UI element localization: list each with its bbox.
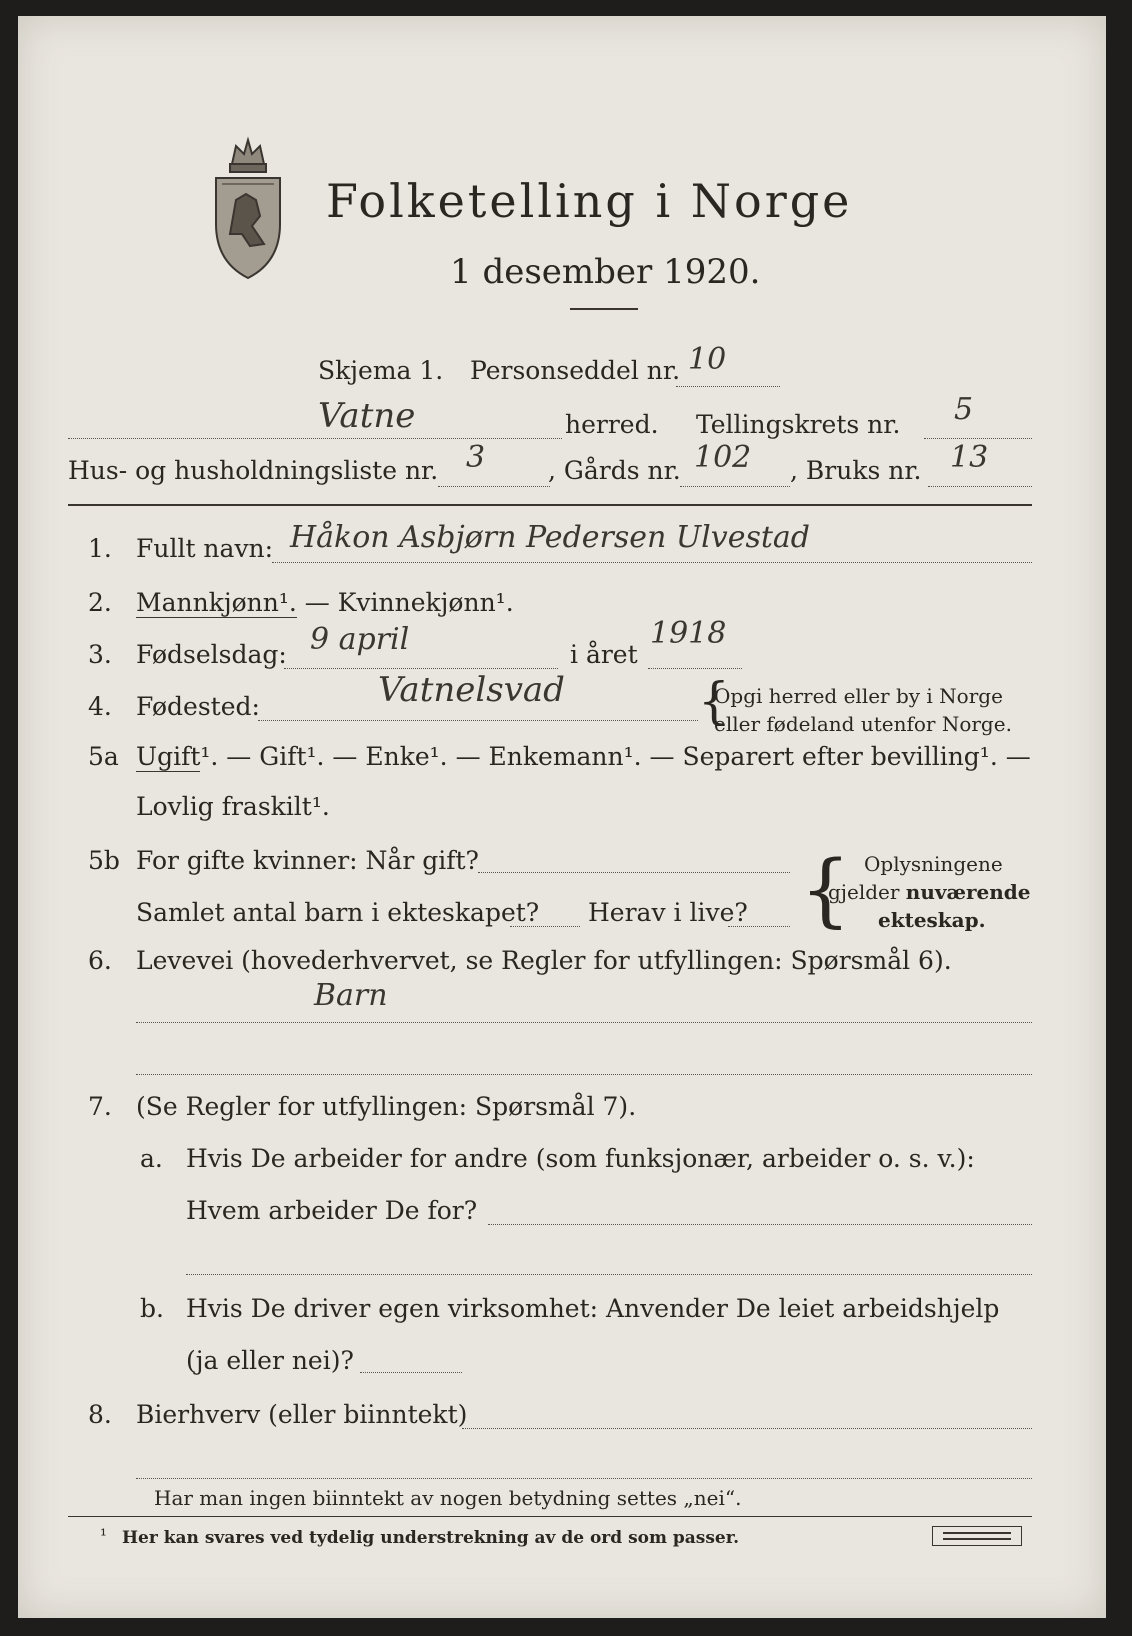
gards-label: , Gårds nr. [548, 456, 681, 485]
census-form-page [18, 16, 1106, 1618]
gards-line [680, 486, 790, 487]
q7a-extra-line[interactable] [186, 1274, 1032, 1275]
children-total-line[interactable] [510, 926, 580, 927]
q8-note: Har man ingen biinntekt av nogen betydning settes „nei“. [154, 1486, 742, 1510]
hired-help-line[interactable] [360, 1372, 462, 1373]
skjema-label: Skjema 1. [318, 356, 444, 385]
q3-year-line [648, 668, 742, 669]
option-ugift[interactable]: Ugift [136, 742, 201, 771]
q6-line1 [136, 1022, 1032, 1023]
herred-line [68, 438, 562, 439]
q3-year-label: i året [570, 640, 638, 669]
q1-number: 1. [88, 534, 112, 563]
herred-label: herred. [565, 410, 659, 439]
q5b-children-label: Samlet antal barn i ekteskapet? [136, 898, 540, 927]
option-mannkjonn[interactable]: Mannkjønn¹. [136, 588, 297, 617]
q5a-options [136, 742, 1031, 771]
q8-line2[interactable] [136, 1478, 1032, 1479]
bruks-line [928, 486, 1032, 487]
q2-options [136, 588, 514, 617]
married-date-line[interactable] [478, 872, 790, 873]
q7-label: (Se Regler for utfyllingen: Spørsmål 7). [136, 1092, 637, 1121]
employer-line[interactable] [488, 1224, 1032, 1225]
q5b-note-line1: Oplysningene [864, 852, 1003, 876]
q7b-label: Hvis De driver egen virksomhet: Anvender De leiet arbeidshjelp [186, 1294, 1000, 1323]
coat-of-arms-icon [206, 124, 290, 280]
q5b-note-line3: ekteskap. [878, 908, 986, 932]
q5b-note-line2-a: gjelder [828, 880, 906, 904]
herred-value[interactable]: Vatne [318, 396, 416, 436]
q8-label: Bierhverv (eller biinntekt) [136, 1400, 468, 1429]
husliste-value[interactable]: 3 [466, 440, 486, 475]
q7b-sub-label: (ja eller nei)? [186, 1346, 354, 1375]
q3-number: 3. [88, 640, 112, 669]
q2-number: 2. [88, 588, 112, 617]
q8-number: 8. [88, 1400, 112, 1429]
q4-note-line2: eller fødeland utenfor Norge. [714, 712, 1012, 736]
personseddel-value[interactable]: 10 [688, 342, 727, 377]
q7b-number: b. [140, 1294, 164, 1323]
husliste-line [438, 486, 550, 487]
birthplace-value[interactable]: Vatnelsvad [378, 670, 565, 710]
q1-line [272, 562, 1032, 563]
q5b-note-line2-b: nuværende [905, 880, 1031, 904]
q7a-sub-label: Hvem arbeider De for? [186, 1196, 478, 1225]
q7-number: 7. [88, 1092, 112, 1121]
q6-line2 [136, 1074, 1032, 1075]
q7a-label: Hvis De arbeider for andre (som funksjonær, arbeider o. s. v.): [186, 1144, 975, 1173]
husliste-label: Hus- og husholdningsliste nr. [68, 456, 439, 485]
footnote-divider [68, 1516, 1032, 1517]
q2-separator: — [296, 588, 338, 617]
q3-line [284, 668, 558, 669]
q4-line [258, 720, 698, 721]
q4-brace: { [698, 672, 730, 730]
bruks-value[interactable]: 13 [950, 440, 989, 475]
q5b-label: For gifte kvinner: Når gift? [136, 846, 479, 875]
q3-label: Fødselsdag: [136, 640, 287, 669]
personseddel-line [676, 386, 780, 387]
q5b-brace: { [800, 843, 851, 936]
gards-value[interactable]: 102 [694, 440, 752, 475]
q4-label: Fødested: [136, 692, 260, 721]
q5a-number: 5a [88, 742, 119, 771]
personseddel-label: Personseddel nr. [470, 356, 681, 385]
q5b-number: 5b [88, 846, 120, 875]
birth-year-value[interactable]: 1918 [650, 616, 727, 651]
tellingskrets-value[interactable]: 5 [954, 392, 974, 427]
children-alive-line[interactable] [728, 926, 790, 927]
full-name-value[interactable]: Håkon Asbjørn Pedersen Ulvestad [290, 520, 810, 555]
q4-number: 4. [88, 692, 112, 721]
q5b-alive-label: Herav i live? [588, 898, 748, 927]
option-lovlig-fraskilt[interactable]: Lovlig fraskilt¹. [136, 792, 330, 821]
q7a-number: a. [140, 1144, 163, 1173]
footnote-mark: ¹ [100, 1526, 107, 1546]
q6-number: 6. [88, 946, 112, 975]
q4-note-line1: Opgi herred eller by i Norge [714, 684, 1003, 708]
birthday-value[interactable]: 9 april [310, 622, 410, 657]
q8-line1[interactable] [462, 1428, 1032, 1429]
option-kvinnekjonn[interactable]: Kvinnekjønn¹. [337, 588, 514, 617]
q1-label: Fullt navn: [136, 534, 274, 563]
q5b-note-line2 [828, 880, 1031, 904]
footnote-text: Her kan svares ved tydelig understrekning av de ord som passer. [122, 1528, 740, 1548]
form-title: Folketelling i Norge [326, 174, 853, 228]
title-divider [570, 308, 638, 310]
tellingskrets-line [924, 438, 1032, 439]
census-date: 1 desember 1920. [450, 252, 761, 292]
q6-label: Levevei (hovederhvervet, se Regler for utfyllingen: Spørsmål 6). [136, 946, 952, 975]
tellingskrets-label: Tellingskrets nr. [696, 410, 901, 439]
q5a-other-options[interactable]: ¹. — Gift¹. — Enke¹. — Enkemann¹. — Separert efter bevilling¹. — [200, 742, 1031, 771]
printer-stamp-icon [932, 1526, 1022, 1546]
occupation-value[interactable]: Barn [314, 978, 388, 1013]
header-divider [68, 504, 1032, 506]
bruks-label: , Bruks nr. [790, 456, 922, 485]
